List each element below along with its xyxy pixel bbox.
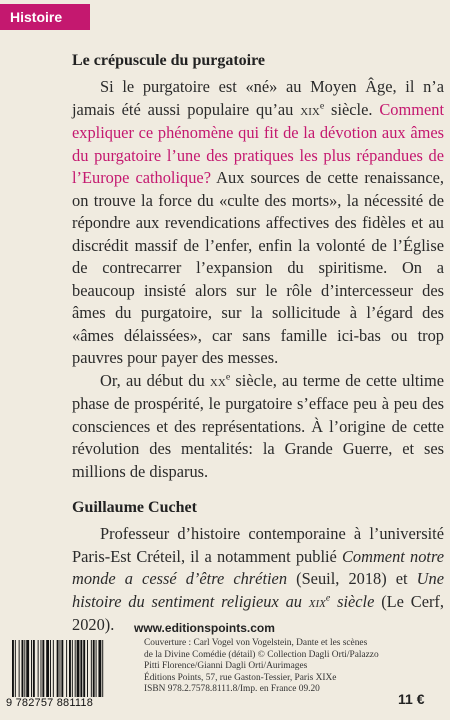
book-title-2: Une histoire du sentiment religieux au xix$^e$ siècle [72, 569, 444, 611]
publisher-website: www.editionspoints.com [134, 621, 275, 635]
credit-line: Pitti Florence/Gianni Dagli Orti/Aurimages [144, 661, 308, 671]
back-cover-text [72, 52, 444, 637]
summary-title: Le crépuscule du purgatoire [72, 52, 266, 69]
book-title-1: Comment notre monde a cessé d’être chrétien [72, 546, 444, 588]
credit-line: de la Divine Comédie (détail) © Collection Dagli Orti/Palazzo [144, 649, 379, 660]
credit-line: Couverture : Carl Vogel von Vogelstein, Dante et les scènes [144, 638, 368, 648]
category-label: Histoire [10, 9, 63, 25]
category-badge [0, 4, 90, 30]
author-bio: Professeur d’histoire contemporaine à l’université Paris-Est Créteil, il a notamment publié Comment notre monde a cessé d’être chrétien (Seuil, 2018) et Une histoire du sentiment religieux au xix$^e$ siècle (Le Cerf, 2020). [72, 524, 444, 634]
credit-line: Éditions Points, 57, rue Gaston-Tessier, Paris XIXe [144, 672, 337, 683]
author-name: Guillaume Cuchet [72, 499, 197, 516]
highlighted-question: Comment expliquer ce phénomène qui fit de la dévotion aux âmes du purgatoire l’une des pratiques les plus répandues de l’Europe catholique? [72, 99, 444, 187]
cover-credits [144, 638, 444, 696]
barcode-number: 9 782757 881118 [6, 697, 132, 709]
credit-line: ISBN 978.2.7578.8111.8/Imp. en France 09.20 [144, 684, 320, 694]
summary-paragraph-1: Si le purgatoire est «né» au Moyen Âge, il n’a jamais été aussi populaire qu’au xix$^e$ siècle. Comment expliquer ce phénomène qui fit de la dévotion aux âmes du purgatoire l’une des pratiques les plus répandues de l’Europe catholique? Aux sources de cette renaissance, on trouve la force du «culte des morts», la nécessité de répondre aux revendications affectives des fidèles et au discrédit massif de l’enfer, enfin la volonté de l’Église de contrecarrer l’expansion du spiritisme. On a beaucoup insisté alors sur le rôle d’intercesseur des âmes du purgatoire, sur la sollicitude à l’égard des «âmes délaissées», car sans famille ici-bas ou trop pauvres pour payer des messes. [72, 77, 444, 367]
summary-paragraph-2: Or, au début du $xx^e$ siècle, au terme de cette ultime phase de prospérité, le purgatoire s’efface peu à peu des consciences et des représentations. À l’origine de cette révolution des mentalités: la Grande Guerre, et ses millions de disparus. [72, 370, 445, 481]
price: 11 € [398, 691, 425, 707]
